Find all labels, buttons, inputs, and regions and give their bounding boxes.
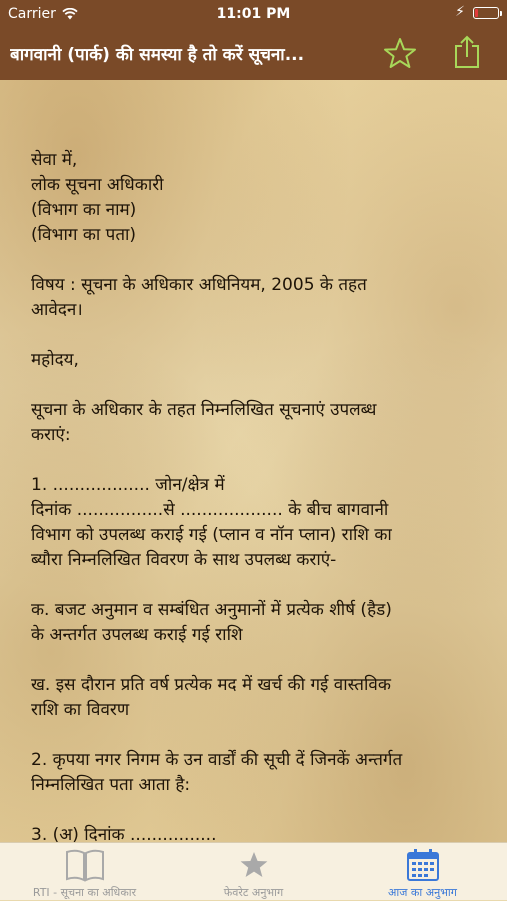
letter-line: के अन्तर्गत उपलब्ध कराई गई राशि [31, 625, 243, 645]
blank-line [31, 323, 481, 348]
letter-line: आवेदन। [31, 300, 83, 320]
letter-line: सेवा में, [31, 150, 78, 170]
tab-rti[interactable] [0, 843, 169, 901]
tab-favorites[interactable] [169, 843, 338, 901]
letter-line: सूचना के अधिकार के तहत निम्नलिखित सूचनाएं उपलब्ध [31, 400, 377, 420]
tab-rti-label: RTI - सूचना का अधिकार [32, 886, 137, 899]
share-icon[interactable] [452, 34, 482, 70]
blank-line [31, 373, 481, 398]
letter-line: दिनांक ................से ................... के बीच बागवानी [31, 500, 389, 520]
letter-line: निम्नलिखित पता आता है: [31, 775, 191, 795]
blank-line [31, 248, 481, 273]
tab-favorites-label: फेवरेट अनुभाग [223, 886, 284, 899]
letter-line: महोदय, [31, 350, 79, 370]
blank-line [31, 723, 481, 748]
letter-content[interactable] [0, 80, 507, 842]
page-title: बागवानी (पार्क) की समस्या है तो करें सूचना... [10, 45, 305, 65]
battery-icon [473, 7, 499, 19]
letter-line: ख. इस दौरान प्रति वर्ष प्रत्येक मद में खर्च की गई वास्तविक [31, 675, 391, 695]
letter-text [31, 148, 481, 842]
letter-line: कराएं: [31, 425, 71, 445]
letter-line: विषय : सूचना के अधिकार अधिनियम, 2005 के तहत [31, 275, 367, 295]
letter-line: राशि का विवरण [31, 700, 130, 720]
letter-line: क. बजट अनुमान व सम्बंधित अनुमानों में प्रत्येक शीर्ष (हैड) [31, 600, 392, 620]
status-bar [0, 0, 507, 28]
letter-line: 1. .................. जोन/क्षेत्र में [31, 475, 225, 495]
letter-line: ब्यौरा निम्नलिखित विवरण के साथ उपलब्ध कराएं- [31, 550, 337, 570]
letter-line: 2. कृपया नगर निगम के उन वार्डों की सूची दें जिनकें अन्तर्गत [31, 750, 403, 770]
letter-line: 3. (अ) दिनांक ................ [31, 825, 217, 842]
book-icon [65, 848, 105, 882]
tab-today[interactable] [338, 843, 507, 901]
tab-today-label: आज का अनुभाग [388, 886, 457, 899]
letter-line: (विभाग का पता) [31, 225, 137, 245]
carrier-label: Carrier [8, 6, 56, 22]
letter-line: लोक सूचना अधिकारी [31, 175, 164, 195]
blank-line [31, 448, 481, 473]
letter-line: (विभाग का नाम) [31, 200, 137, 220]
star-icon [239, 850, 269, 880]
blank-line [31, 798, 481, 823]
charging-icon: ⚡ [455, 4, 465, 20]
tab-bar [0, 842, 507, 900]
letter-line: विभाग को उपलब्ध कराई गई (प्लान व नॉन प्लान) राशि का [31, 525, 392, 545]
navigation-bar [0, 28, 507, 80]
calendar-icon [406, 848, 440, 882]
blank-line [31, 573, 481, 598]
star-outline-icon[interactable] [383, 36, 417, 70]
battery-level [475, 9, 478, 17]
blank-line [31, 648, 481, 673]
status-time: 11:01 PM [216, 6, 291, 22]
